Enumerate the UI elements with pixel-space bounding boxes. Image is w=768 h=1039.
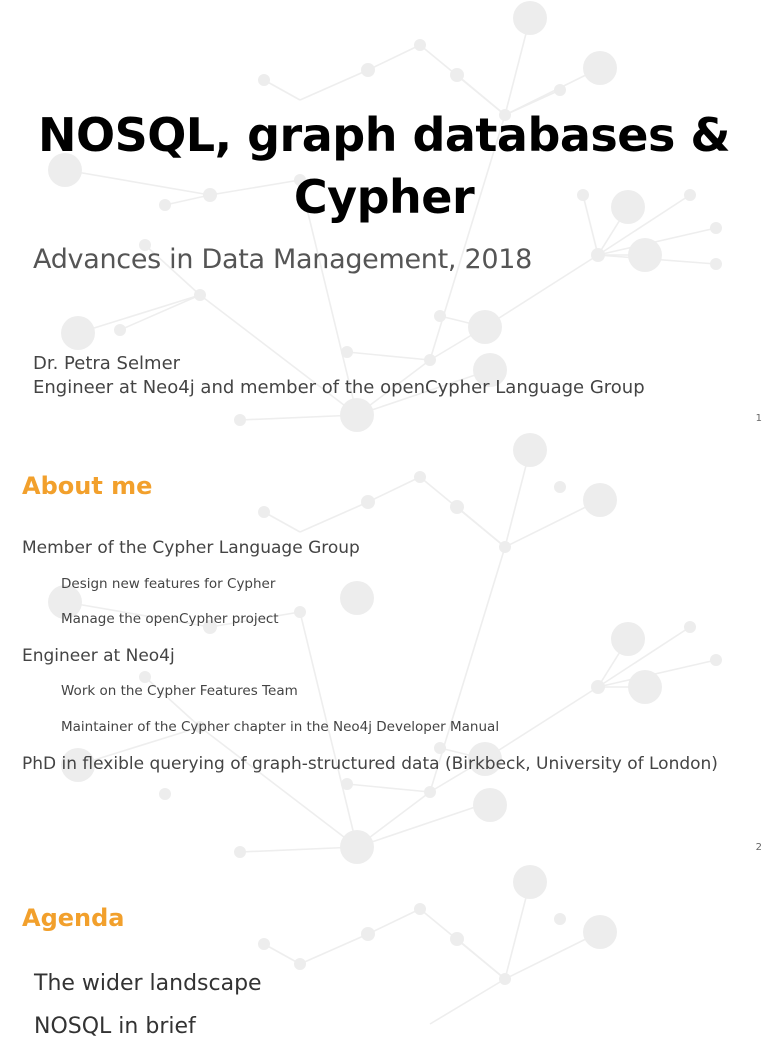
list-item: The wider landscape — [34, 971, 262, 996]
slide-heading: Agenda — [22, 904, 125, 932]
slide-heading: About me — [22, 472, 153, 500]
page-number: 1 — [755, 413, 762, 424]
slide-subtitle: Advances in Data Management, 2018 — [33, 244, 532, 275]
slide-1 — [0, 0, 768, 432]
author-role: Engineer at Neo4j and member of the openCypher Language Group — [33, 377, 645, 398]
list-item: PhD in flexible querying of graph-structured data (Birkbeck, University of London) — [22, 754, 718, 774]
list-item: Work on the Cypher Features Team — [61, 683, 298, 699]
author-block — [33, 352, 645, 400]
slide-2 — [0, 432, 768, 864]
slide-3 — [0, 864, 768, 1039]
list-item: Manage the openCypher project — [61, 611, 279, 627]
slide-title — [0, 104, 768, 228]
list-item: Maintainer of the Cypher chapter in the Neo4j Developer Manual — [61, 719, 500, 735]
list-item: Member of the Cypher Language Group — [22, 538, 360, 558]
slide-title-line-1: NOSQL, graph databases & — [37, 108, 731, 162]
list-item: Engineer at Neo4j — [22, 646, 175, 666]
list-item: Design new features for Cypher — [61, 576, 276, 592]
page-number: 2 — [755, 842, 762, 853]
author-name: Dr. Petra Selmer — [33, 353, 181, 374]
list-item: NOSQL in brief — [34, 1014, 196, 1039]
slide-title-line-2: Cypher — [293, 170, 475, 224]
graph-background-decoration — [0, 864, 768, 1024]
